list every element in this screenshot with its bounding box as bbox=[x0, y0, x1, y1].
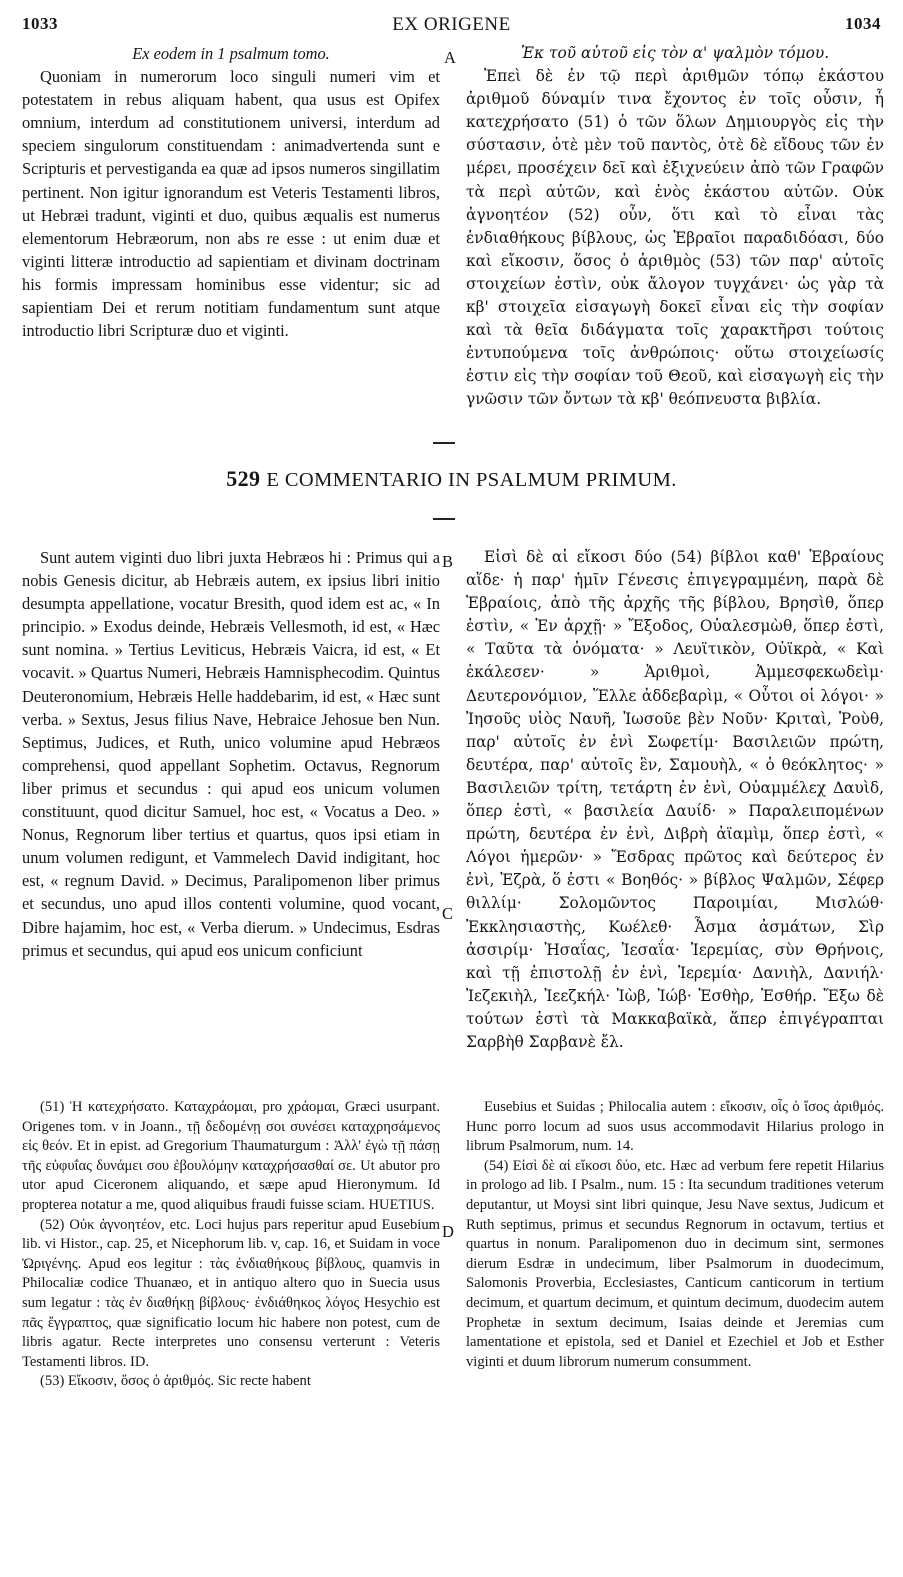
notes-right bbox=[466, 1098, 884, 1372]
section-title: E COMMENTARIO IN PSALMUM PRIMUM. bbox=[266, 469, 677, 491]
page-number-left: 1033 bbox=[22, 14, 58, 33]
latin-column-top bbox=[22, 42, 440, 342]
section-number: 529 bbox=[226, 466, 261, 491]
running-title: EX ORIGENE bbox=[392, 14, 511, 35]
note-53: (53) Εἴκοσιν, ὅσος ὁ ἀριθμός. Sic recte habent bbox=[40, 1373, 311, 1390]
margin-marker-d: D bbox=[442, 1222, 454, 1241]
page-number-right: 1034 bbox=[845, 14, 881, 33]
note-51: (51) Ἡ κατεχρήσατο. Καταχράομαι, pro χράομαι, Græci usurpant. Origenes tom. v in Joann., τῇ δεδομένῃ σοι συνέσει καταχρησάμενος εἰς θεόν. Et in epist. ad Gregorium Thaumaturgum : Ἀλλ' ἐγὼ τῇ πάσῃ τῆς εὐφυΐας δυνάμει σου ἐβουλόμην καταχρήσασθαί σε. Ut abutor pro utor apud Ciceronem aliquando, et sæpe apud Hieronymum. Id propterea notatur a me, quod aliquibus fraudi fuisse sciam. HUETIUS. bbox=[22, 1099, 440, 1213]
margin-marker-c: C bbox=[442, 904, 454, 923]
section-heading bbox=[0, 466, 903, 492]
greek-paragraph-top: Ἐπεὶ δὲ ἐν τῷ περὶ ἀριθμῶν τόπῳ ἑκάστου ἀριθμοῦ δύναμίν τινα ἔχοντος ἐν τοῖς οὖσιν, ἧ κατεχρήσατο (51) ὁ τῶν ὅλων Δημιουργὸς εἰς τὴν σύστασιν, ὁτὲ μὲν τοῦ παντὸς, ὁτὲ δὲ εἴδους τῶν ἐν μέρει, προσέχειν δεῖ καὶ ἐξιχνεύειν ἀπὸ τῶν Γραφῶν τὰ περὶ αὐτῶν, καὶ ἑνὸς ἑκάστου αὐτῶν. Οὐκ ἀγνοητέον (52) οὖν, ὅτι καὶ τὸ εἶναι τὰς ἐνδιαθήκους βίβλους, ὡς Ἑβραῖοι παραδιδόασι, δύο καὶ εἴκοσιν, ὅσος ὁ ἀριθμὸς (53) τῶν παρ' αὐτοῖς στοιχείων ἐστὶν, οὐκ ἄλογον τυγχάνει· ὡς γὰρ τὰ κβ' στοιχεῖα εἰσαγωγὴ δοκεῖ εἶναι εἰς τὴν σοφίαν καὶ τὰ θεῖα διδάγματα τοῖς χαρακτῆρσι τούτοις ἐντυπούμενα τοῖς ἀνθρώποις· οὕτω στοιχείωσίς ἐστιν εἰς τὴν σοφίαν τοῦ Θεοῦ, καὶ εἰσαγωγὴ εἰς τὴν γνῶσιν τῶν ὄντων τὰ κβ' θεόπνευστα βιβλία. bbox=[466, 67, 884, 409]
margin-marker-a: A bbox=[444, 48, 456, 67]
separator-rule-top bbox=[433, 442, 455, 444]
greek-subtitle: Ἐκ τοῦ αὐτοῦ εἰς τὸν α' ψαλμὸν τόμου. bbox=[520, 44, 830, 62]
latin-subtitle: Ex eodem in 1 psalmum tomo. bbox=[132, 44, 330, 63]
notes-left bbox=[22, 1098, 440, 1392]
note-54: (54) Εἰσὶ δὲ αἱ εἴκοσι δύο, etc. Hæc ad verbum fere repetit Hilarius in prologo ad lib. I Psalm., num. 15 : Ita secundum traditiones veterum deputantur, ut Moysi sint libri quinque, Jesu Nave sextus, Judicum et Ruth septimus, primus et secundus Regnorum in octavum, tertius et quartus in nonum. Paralipomenon duo in decimum sint, sermones dierum Esdræ in undecimum, liber Psalmorum in duodecimum, Salomonis Proverbia, Ecclesiastes, Canticum canticorum in tertium decimum, et quartum decimum, et quintum decimum, duodecim autem Prophetæ in sextum decimum, Isaias deinde et Jeremias cum lamentatione et epistola, sed et Daniel et Ezechiel et Job et Esther viginti et duum librorum numerum consumment. bbox=[466, 1157, 884, 1370]
greek-column-top bbox=[466, 42, 884, 412]
greek-paragraph-main: Εἰσὶ δὲ αἱ εἴκοσι δύο (54) βίβλοι καθ' Ἑβραίους αἵδε· ἡ παρ' ἡμῖν Γένεσις ἐπιγεγραμμένη, παρὰ δὲ Ἑβραίοις, ἀπὸ τῆς ἀρχῆς τῆς βίβλου, Βρησὶθ, ὅπερ ἐστὶν, « Ἐν ἀρχῇ· » Ἔξοδος, Οὐαλεσμὼθ, ὅπερ ἐστὶ, « Ταῦτα τὰ ὀνόματα· » Λευϊτικὸν, Οὐϊκρὰ, « Καὶ ἐκάλεσεν· » Ἀριθμοὶ, Ἀμμεσφεκωδεὶμ· Δευτερονόμιον, Ἕλλε ἀδδεβαρὶμ, « Οὗτοι οἱ λόγοι· » Ἰησοῦς υἱὸς Ναυῆ, Ἰωσοῦε βὲν Νοῦν· Κριταὶ, Ῥοὺθ, παρ' αὐτοῖς ἐν ἑνὶ Σωφετίμ· Βασιλειῶν πρώτη, δευτέρα, παρ' αὐτοῖς ἓν, Σαμουὴλ, « ὁ θεόκλητος· » Βασιλειῶν τρίτη, τετάρτη ἐν ἑνὶ, Οὐαμμέλεχ Δαυὶδ, ὅπερ ἐστὶ, « βασιλεία Δαυίδ· » Παραλειπομένων πρώτη, δευτέρα ἐν ἑνὶ, Διβρὴ ἀϊαμὶμ, ὅπερ ἐστὶ, « Λόγοι ἡμερῶν· » Ἔσδρας πρῶτος καὶ δεύτερος ἐν ἑνὶ, Ἐζρὰ, ὅ ἐστι « Βοηθός· » βίβλος Ψαλμῶν, Σέφερ θιλλίμ· Σολομῶντος Παροιμίαι, Μισλώθ· Ἐκκλησιαστὴς, Κωέλεθ· Ἆσμα ἀσμάτων, Σὶρ ἀσσιρίμ· Ἡσαΐας, Ἰεσαΐα· Ἱερεμίας, σὺν Θρήνοις, καὶ τῇ ἐπιστολῇ ἐν ἑνὶ, Ἱερεμία· Δανιὴλ, Δανιήλ· Ἰεζεκιὴλ, Ἰεεζκήλ· Ἰὼβ, Ἰώβ· Ἐσθὴρ, Ἐσθήρ. Ἔξω δὲ τούτων ἐστὶ τὰ Μακκαβαϊκὰ, ἅπερ ἐπιγέγραπται Σαρβὴθ Σαρβανὲ ἔλ. bbox=[466, 548, 884, 1051]
latin-paragraph-top: Quoniam in numerorum loco singuli numeri vim et potestatem in rebus aliquam habent, qua usus est Opifex omnium, interdum ad constitutionem universi, interdum ad speciem singulorum constituendam : animadvertenda sunt e Scripturis et pervestiganda ea quæ ad ipsos numeros singillatim pertinent. Non igitur ignorandum est Veteris Testamenti libros, ut Hebræi tradunt, viginti et duo, quibus æqualis est numerus elementorum Hebræorum, non abs re esse : ut enim duæ et viginti litteræ introductio ad sapientiam et divinam doctrinam his formis impressam hominibus esse videntur; sic ad sapientiam Dei et rerum notitiam fundamentum sunt atque introductio libri Scripturæ duo et viginti. bbox=[22, 67, 440, 341]
separator-rule-bottom bbox=[433, 518, 455, 520]
latin-column-main bbox=[22, 546, 440, 962]
greek-column-main bbox=[466, 546, 884, 1054]
latin-paragraph-main: Sunt autem viginti duo libri juxta Hebræos hi : Primus qui a nobis Genesis dicitur, ab Hebræis autem, ex ipsius libri initio desumpta appellatione, vocatur Bresith, quod idem est ac, « In principio. » Exodus deinde, Hebræis Vellesmoth, id est, « Hæc sunt nomina. » Tertius Leviticus, Hebræis Vaicra, id est, « Et vocavit. » Quartus Numeri, Hebræis Hamnisphecodim. Quintus Deuteronomium, Hebræis Helle haddebarim, id est, « Hæc sunt verba. » Sextus, Jesus filius Nave, Hebraice Jehosue ben Nun. Septimus, Judices, et Ruth, unico volumine apud Hebræos comprehensi, quod appellant Sophetim. Octavus, Regnorum liber primus et secundus : qui apud eos unicum volumen constituunt, quod dicitur Samuel, hoc est, « Vocatus a Deo. » Nonus, Regnorum liber tertius et quartus, quos ipsi etiam in unum volumen redigunt, et Vammelech David indigitant, hoc est, « regnum David. » Decimus, Paralipomenon liber primus et secundus, uno apud illos contenti volumine, quod vocant, Dibre hajamim, hoc est, « Verba dierum. » Undecimus, Esdras primus et secundus, qui apud eos unicum conficiunt bbox=[22, 548, 440, 960]
note-53-continued: Eusebius et Suidas ; Philocalia autem : εἴκοσιν, οἷς ὁ ἴσος ἀριθμός. Hunc porro locum ad suos usus accommodavit Hilarius prologo in librum Psalmorum, num. 14. bbox=[466, 1099, 884, 1155]
margin-marker-b: B bbox=[442, 552, 454, 571]
note-52: (52) Οὐκ ἀγνοητέον, etc. Loci hujus pars reperitur apud Eusebium lib. vi Histor., cap. 25, et Nicephorum lib. v, cap. 16, et Suidam in voce Ὠριγένης. Apud eos legitur : τὰς ἐνδιαθήκους βίβλους, quamvis in Philocaliæ codice Thuanæo, et in antiquo altero quo in Suecia usus sum legatur : τὰς ἐν διαθήκῃ βίβλους· ἐνδιάθηκος λόγος Hesychio est πᾶς ἔγγραπτος, quæ significatio locum hic habere non potest, cum de libris agatur. Recte interpretes uno consensu verterunt : Veteris Testamenti libros. ID. bbox=[22, 1216, 440, 1370]
